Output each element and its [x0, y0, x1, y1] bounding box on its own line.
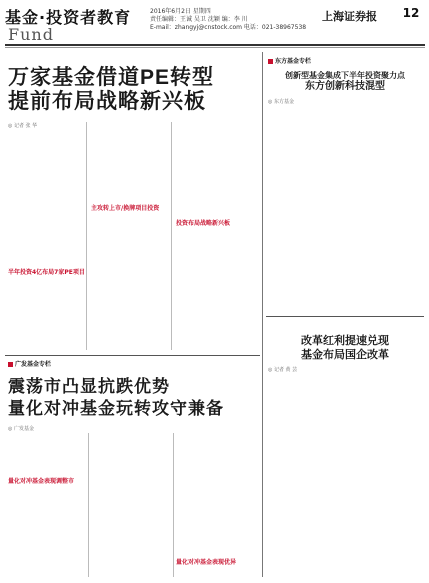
article3-col1-text — [8, 433, 86, 473]
article3-tag — [8, 359, 51, 368]
column-divider — [173, 433, 174, 577]
article3-subhead-1: 量化对冲基金表现调整市 — [8, 478, 75, 485]
issue-date: 2016年6月2日 星期四 — [150, 8, 211, 15]
main-column-divider — [262, 52, 263, 577]
article2-body — [268, 106, 422, 312]
article3-headline-line1: 震荡市凸显抗跌优势 — [8, 377, 170, 396]
article3-tag-label: 广发基金专栏 — [15, 361, 52, 368]
article3-col2-text — [92, 433, 170, 577]
article2-headline — [268, 70, 422, 92]
header-rule-thin — [5, 47, 425, 48]
article1-subhead-3: 投资布局战略新兴板 — [176, 220, 231, 227]
issue-contact: E-mail：zhangyj@cnstock.com 电话：021-38967538 — [150, 24, 307, 31]
article3-col1-text-2 — [8, 485, 86, 577]
article1-col3-text-2 — [176, 228, 256, 350]
page-number: 12 — [402, 6, 420, 20]
section-divider — [5, 355, 260, 356]
header-rule — [5, 44, 425, 46]
section-title: 基金·投资者教育 — [5, 8, 132, 27]
article3-subhead-2: 量化对冲基金表现优异 — [176, 559, 237, 566]
article3-col3-text — [176, 433, 258, 553]
article1-col1-text-2 — [8, 277, 83, 350]
article1-byline: ◎ 记者 张 华 — [8, 123, 38, 129]
article1-headline — [8, 66, 258, 114]
article2-byline: ◎ 东方基金 — [268, 99, 294, 105]
article2-headline-line1: 创新型基金集成下半年投资聚力点 — [285, 71, 405, 80]
article4-byline: ◎ 记者 黄 芸 — [268, 367, 298, 373]
column-divider — [171, 122, 172, 350]
article2-tag-label: 东方基金专栏 — [275, 58, 312, 65]
article1-col3-text — [176, 122, 256, 214]
section-divider — [266, 316, 424, 317]
article1-headline-line1: 万家基金借道PE转型 — [8, 66, 215, 89]
article1-headline-line2: 提前布局战略新兴板 — [8, 90, 206, 113]
article1-col2-text — [91, 122, 168, 200]
column-divider — [86, 122, 87, 350]
article1-subhead-2: 主攻转上市/换牌项目投资 — [91, 205, 160, 212]
issue-editors: 责任编辑：王诚 吴卫 沈颖 编：李 川 — [150, 16, 248, 23]
article1-col2-text-2 — [91, 213, 168, 350]
tag-marker-icon — [268, 59, 273, 64]
article3-headline-line2: 量化对冲基金玩转攻守兼备 — [8, 399, 224, 418]
article3-byline: ◎ 广发基金 — [8, 426, 34, 432]
article4-headline — [268, 334, 422, 362]
article4-headline-line1: 改革红利提速兑现 — [301, 334, 389, 347]
article4-headline-line2: 基金布局国企改革 — [301, 348, 389, 361]
article1-subhead-1: 半年投资4亿布局7家PE项目 — [8, 269, 85, 276]
article2-headline-line2: 东方创新科技混型 — [305, 81, 385, 92]
column-divider — [88, 433, 89, 577]
issue-meta — [150, 8, 310, 32]
article1-col1-text — [8, 130, 83, 260]
article4-body — [268, 374, 422, 577]
article3-headline — [8, 376, 260, 420]
tag-marker-icon — [8, 362, 13, 367]
article2-tag — [268, 56, 311, 65]
section-title-en: Fund — [8, 25, 54, 44]
newspaper-logo: 上海证券报 — [322, 10, 377, 23]
